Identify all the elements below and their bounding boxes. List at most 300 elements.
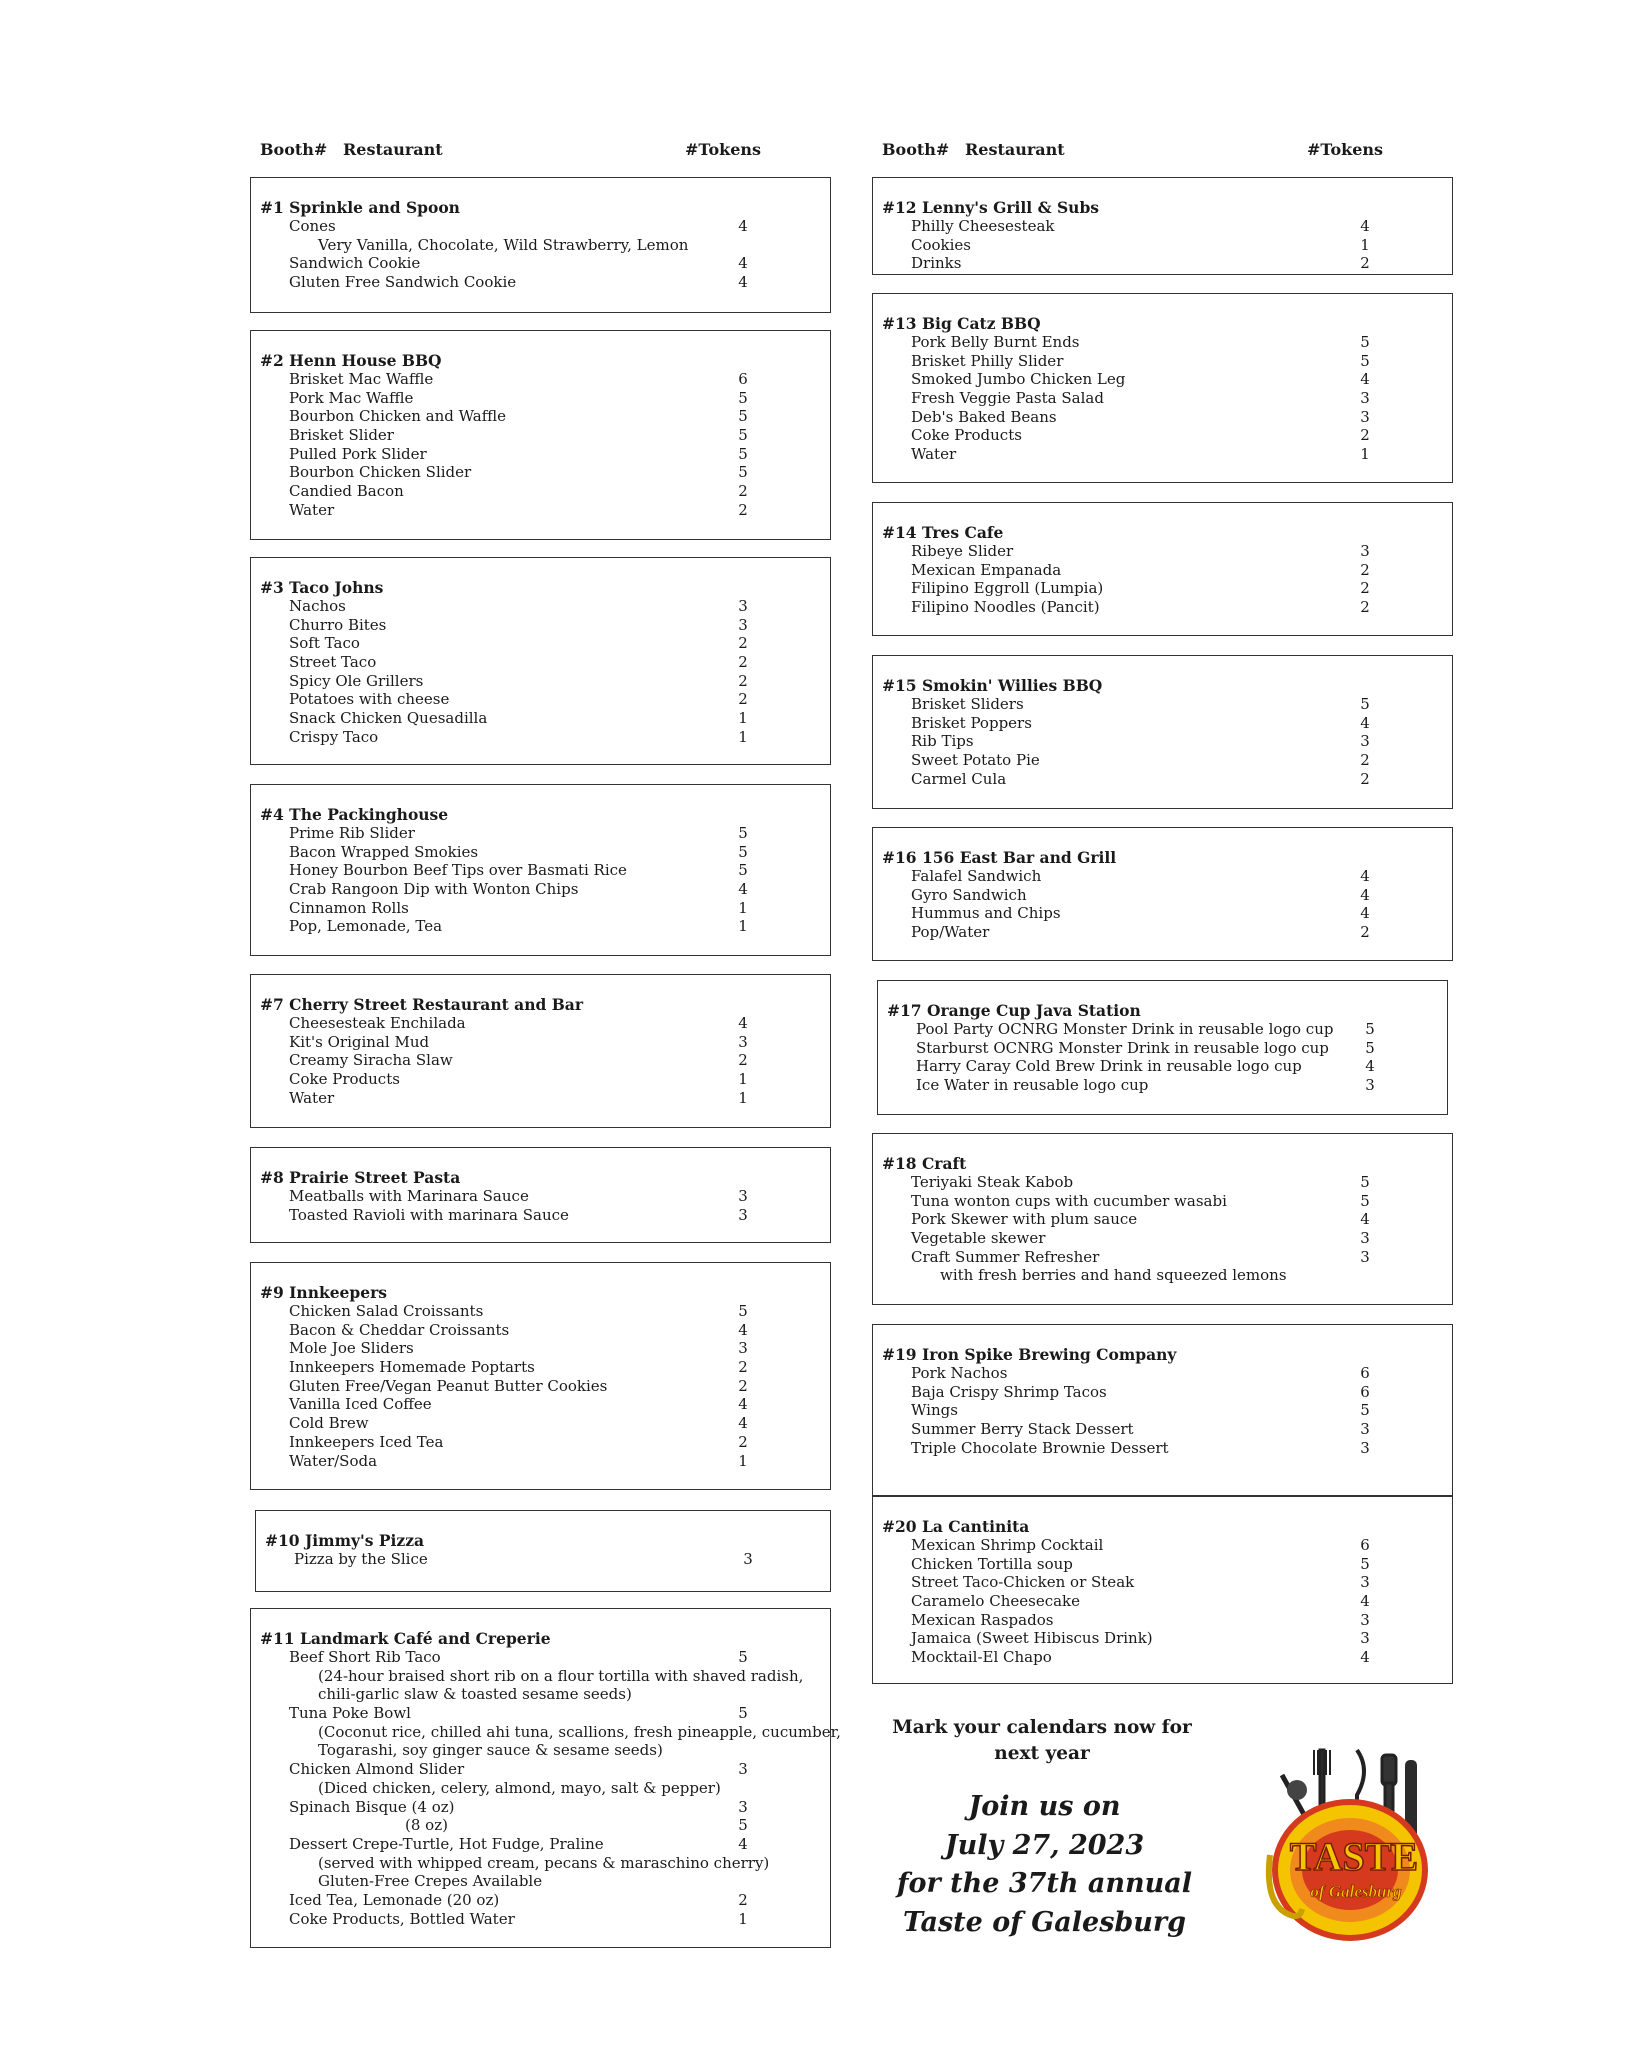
menu-item-name: Pizza by the Slice xyxy=(294,1550,428,1568)
menu-item xyxy=(882,1173,1442,1192)
menu-item-name: Coke Products, Bottled Water xyxy=(289,1909,515,1928)
menu-item xyxy=(260,1302,820,1321)
menu-item-tokens: 6 xyxy=(1360,1364,1370,1382)
menu-item-name: Brisket Slider xyxy=(289,426,394,445)
menu-item-tokens: 6 xyxy=(1360,1382,1370,1401)
menu-item xyxy=(260,1798,820,1817)
menu-item-tokens: 5 xyxy=(738,842,748,861)
menu-item-name: Craft Summer Refresher xyxy=(911,1247,1100,1266)
logo-word-taste: TASTE xyxy=(1289,1834,1419,1879)
menu-item-name: Gluten-Free Crepes Available xyxy=(318,1872,543,1891)
join-us-text xyxy=(872,1788,1217,1942)
menu-item-tokens: 5 xyxy=(738,1704,748,1723)
menu-item-name: (8 oz) xyxy=(405,1816,448,1835)
menu-item-name: Chicken Almond Slider xyxy=(289,1760,465,1779)
menu-item xyxy=(260,1722,841,1742)
menu-item-tokens: 2 xyxy=(738,500,748,519)
menu-item-name: Bacon Wrapped Smokies xyxy=(289,842,479,861)
menu-item-name: Mole Joe Sliders xyxy=(289,1339,414,1358)
menu-item-name: Pork Belly Burnt Ends xyxy=(911,333,1080,351)
logo-word-galesburg: of Galesburg xyxy=(1310,1882,1402,1901)
menu-item-name: Soft Taco xyxy=(289,634,360,653)
menu-item xyxy=(260,824,820,843)
menu-item-name: Pork Nachos xyxy=(911,1364,1008,1382)
menu-item-name: Hummus and Chips xyxy=(911,904,1061,923)
menu-item-tokens: 4 xyxy=(738,1320,748,1339)
menu-item xyxy=(265,1550,820,1569)
menu-item xyxy=(260,1089,820,1108)
booth-title: #18 Craft xyxy=(882,1154,967,1173)
menu-item-name: Spicy Ole Grillers xyxy=(289,671,424,690)
menu-item xyxy=(887,1020,1437,1039)
menu-item-name: Jamaica (Sweet Hibiscus Drink) xyxy=(911,1629,1153,1648)
menu-item-tokens: 5 xyxy=(738,861,748,880)
menu-item-name: Brisket Philly Slider xyxy=(911,351,1064,370)
taste-of-galesburg-logo xyxy=(1262,1745,1437,1965)
menu-item-name: Cold Brew xyxy=(289,1414,369,1433)
header-restaurant: Restaurant xyxy=(965,140,1065,159)
menu-item-tokens: 4 xyxy=(1360,217,1370,235)
booth-card xyxy=(872,827,1453,961)
menu-item-tokens: 3 xyxy=(738,597,748,615)
menu-item-tokens: 4 xyxy=(1360,713,1370,732)
menu-item-name: Brisket Mac Waffle xyxy=(289,370,434,388)
menu-item-name: Drinks xyxy=(911,254,962,273)
menu-item-name: Baja Crispy Shrimp Tacos xyxy=(911,1382,1107,1401)
menu-item-name: Carmel Cula xyxy=(911,769,1007,788)
menu-item-name: Falafel Sandwich xyxy=(911,867,1042,885)
menu-item-tokens: 1 xyxy=(738,1070,748,1089)
menu-item xyxy=(882,1266,1442,1285)
menu-item-name: Brisket Poppers xyxy=(911,713,1032,732)
menu-item-name: (24-hour braised short rib on a flour tortilla with shaved radish, xyxy=(318,1666,804,1685)
menu-item xyxy=(882,1383,1442,1402)
menu-item xyxy=(260,463,820,482)
booth-card xyxy=(250,1147,831,1243)
booth-card xyxy=(250,974,831,1128)
menu-item-tokens: 2 xyxy=(738,653,748,672)
menu-item xyxy=(882,561,1442,580)
booth-card xyxy=(250,1608,841,1948)
menu-item-tokens: 5 xyxy=(1365,1020,1375,1038)
booth-card xyxy=(872,1133,1453,1305)
menu-item xyxy=(882,1229,1442,1248)
booth-card xyxy=(255,1510,831,1592)
menu-item xyxy=(260,1835,820,1854)
menu-item-name: Sandwich Cookie xyxy=(289,254,421,273)
column-header xyxy=(260,140,825,162)
booth-card xyxy=(250,177,831,313)
menu-item-tokens: 2 xyxy=(1360,560,1370,579)
menu-item xyxy=(260,899,820,918)
menu-item-name: Iced Tea, Lemonade (20 oz) xyxy=(289,1890,500,1909)
menu-item xyxy=(260,1704,820,1723)
menu-item-name: Nachos xyxy=(289,597,346,615)
menu-item-name: Innkeepers Homemade Poptarts xyxy=(289,1358,535,1377)
menu-item-tokens: 3 xyxy=(1360,1229,1370,1248)
menu-item-name: Fresh Veggie Pasta Salad xyxy=(911,389,1104,408)
booth-card xyxy=(877,980,1448,1115)
booth-title: #1 Sprinkle and Spoon xyxy=(260,198,460,217)
menu-item xyxy=(882,1439,1442,1458)
menu-item xyxy=(882,1364,1442,1383)
menu-item xyxy=(882,1420,1442,1439)
menu-item xyxy=(887,1039,1437,1058)
menu-item-tokens: 3 xyxy=(1360,1438,1370,1457)
menu-item xyxy=(260,1321,820,1340)
menu-item xyxy=(260,634,820,653)
menu-item-tokens: 3 xyxy=(1360,1610,1370,1629)
menu-item xyxy=(260,389,820,408)
menu-item-name: Street Taco-Chicken or Steak xyxy=(911,1573,1135,1592)
menu-item-name: Filipino Noodles (Pancit) xyxy=(911,598,1100,617)
booth-card xyxy=(250,784,831,956)
menu-item xyxy=(882,923,1442,942)
menu-item-tokens: 2 xyxy=(1360,426,1370,445)
menu-item xyxy=(882,579,1442,598)
menu-item-tokens: 3 xyxy=(738,1797,748,1816)
menu-item-tokens: 1 xyxy=(738,898,748,917)
menu-item xyxy=(882,751,1442,770)
menu-item-tokens: 2 xyxy=(1360,598,1370,617)
menu-item xyxy=(882,695,1442,714)
menu-item-name: Gluten Free/Vegan Peanut Butter Cookies xyxy=(289,1376,608,1395)
booth-card xyxy=(250,330,831,540)
booth-title: #3 Taco Johns xyxy=(260,578,384,597)
menu-item xyxy=(260,880,820,899)
menu-item-name: Kit's Original Mud xyxy=(289,1032,430,1051)
booth-title: #17 Orange Cup Java Station xyxy=(887,1001,1141,1020)
menu-item-tokens: 4 xyxy=(738,1834,748,1853)
menu-item-tokens: 1 xyxy=(738,1451,748,1470)
menu-item-tokens: 5 xyxy=(1360,1554,1370,1573)
menu-item-tokens: 4 xyxy=(1360,1592,1370,1611)
menu-item-tokens: 2 xyxy=(1360,254,1370,273)
menu-item-tokens: 5 xyxy=(1360,333,1370,351)
menu-item xyxy=(260,1667,820,1686)
menu-item-tokens: 4 xyxy=(1360,1210,1370,1229)
menu-item-name: Pork Mac Waffle xyxy=(289,388,414,407)
menu-item xyxy=(260,728,820,747)
menu-item xyxy=(260,1433,820,1452)
menu-item xyxy=(882,1401,1442,1420)
menu-item-name: Spinach Bisque (4 oz) xyxy=(289,1797,455,1816)
booth-card xyxy=(872,502,1453,636)
menu-item xyxy=(882,370,1442,389)
menu-item-name: Pork Skewer with plum sauce xyxy=(911,1210,1138,1229)
menu-item-tokens: 5 xyxy=(738,1302,748,1320)
menu-item-name: Smoked Jumbo Chicken Leg xyxy=(911,370,1126,389)
menu-item-name: Deb's Baked Beans xyxy=(911,407,1057,426)
menu-item xyxy=(882,867,1442,886)
menu-item-name: Candied Bacon xyxy=(289,482,404,501)
booth-card xyxy=(872,293,1453,483)
menu-item-name: Cones xyxy=(289,217,336,235)
menu-item-name: Vanilla Iced Coffee xyxy=(289,1395,432,1414)
menu-item-name: Pop, Lemonade, Tea xyxy=(289,917,443,936)
menu-item xyxy=(882,217,1442,236)
mark-line-2: next year xyxy=(994,1743,1090,1764)
menu-item-name: Dessert Crepe-Turtle, Hot Fudge, Praline xyxy=(289,1834,604,1853)
menu-item xyxy=(882,1573,1442,1592)
menu-item xyxy=(882,1536,1442,1555)
menu-item xyxy=(882,445,1442,464)
menu-item xyxy=(260,426,820,445)
menu-item-name: (Coconut rice, chilled ahi tuna, scallions, fresh pineapple, cucumber, xyxy=(318,1722,841,1741)
menu-item-tokens: 5 xyxy=(738,388,748,407)
menu-item-tokens: 3 xyxy=(738,1187,748,1205)
menu-item-name: Harry Caray Cold Brew Drink in reusable logo cup xyxy=(916,1057,1302,1076)
menu-item-tokens: 3 xyxy=(1360,1573,1370,1592)
menu-item-tokens: 4 xyxy=(738,273,748,292)
menu-item xyxy=(260,482,820,501)
menu-item-tokens: 1 xyxy=(1360,445,1370,464)
menu-item-tokens: 5 xyxy=(1360,695,1370,713)
menu-item xyxy=(260,236,820,255)
menu-item-tokens: 5 xyxy=(738,1648,748,1666)
menu-item xyxy=(260,1339,820,1358)
menu-item xyxy=(882,886,1442,905)
menu-item-name: Sweet Potato Pie xyxy=(911,751,1040,770)
menu-item-tokens: 3 xyxy=(1360,732,1370,751)
menu-item-name: Churro Bites xyxy=(289,615,387,634)
menu-item-tokens: 5 xyxy=(1360,1173,1370,1191)
booth-title: #11 Landmark Café and Creperie xyxy=(260,1629,551,1648)
menu-item-tokens: 2 xyxy=(1360,751,1370,770)
menu-item xyxy=(882,408,1442,427)
menu-item-name: Starburst OCNRG Monster Drink in reusable logo cup xyxy=(916,1038,1329,1057)
menu-item-tokens: 1 xyxy=(738,917,748,936)
menu-item xyxy=(260,1358,820,1377)
join-line-4: Taste of Galesburg xyxy=(902,1906,1187,1938)
booth-title: #12 Lenny's Grill & Subs xyxy=(882,198,1100,217)
menu-item xyxy=(260,1187,820,1206)
menu-item xyxy=(260,843,820,862)
menu-item-tokens: 4 xyxy=(1360,904,1370,923)
menu-item xyxy=(260,273,820,292)
menu-item-tokens: 3 xyxy=(738,615,748,634)
booth-card xyxy=(872,1496,1453,1684)
menu-item xyxy=(260,1014,820,1033)
menu-item-name: Water xyxy=(289,1088,335,1107)
menu-item-name: Ribeye Slider xyxy=(911,542,1014,560)
menu-item-name: Brisket Sliders xyxy=(911,695,1024,713)
booth-title: #9 Innkeepers xyxy=(260,1283,388,1302)
menu-item xyxy=(882,714,1442,733)
menu-item-name: Summer Berry Stack Dessert xyxy=(911,1420,1134,1439)
menu-item xyxy=(882,1210,1442,1229)
menu-item-name: (Diced chicken, celery, almond, mayo, salt & pepper) xyxy=(318,1778,721,1797)
menu-item-name: (served with whipped cream, pecans & maraschino cherry) xyxy=(318,1853,770,1872)
menu-item-name: Potatoes with cheese xyxy=(289,690,450,709)
menu-item-name: Street Taco xyxy=(289,653,377,672)
menu-item-tokens: 2 xyxy=(738,634,748,653)
menu-item-name: chili-garlic slaw & toasted sesame seeds) xyxy=(318,1685,632,1704)
header-restaurant: Restaurant xyxy=(343,140,443,159)
menu-item-tokens: 5 xyxy=(1360,351,1370,370)
menu-item-name: Chicken Salad Croissants xyxy=(289,1302,484,1320)
save-the-date-text xyxy=(892,1715,1192,1767)
menu-item-name: Tuna Poke Bowl xyxy=(289,1704,411,1723)
menu-item-name: Cookies xyxy=(911,235,971,254)
menu-item xyxy=(260,407,820,426)
menu-item xyxy=(260,653,820,672)
menu-item-name: Meatballs with Marinara Sauce xyxy=(289,1187,529,1205)
menu-item-name: with fresh berries and hand squeezed lemons xyxy=(940,1266,1287,1285)
menu-item-tokens: 4 xyxy=(1360,867,1370,885)
booth-card xyxy=(872,177,1453,275)
menu-item-tokens: 2 xyxy=(1360,579,1370,598)
menu-item-tokens: 2 xyxy=(738,671,748,690)
menu-item-tokens: 2 xyxy=(1360,769,1370,788)
menu-item xyxy=(260,1648,820,1667)
booth-title: #20 La Cantinita xyxy=(882,1517,1030,1536)
menu-item-tokens: 4 xyxy=(738,1414,748,1433)
menu-item xyxy=(882,254,1442,273)
menu-item-tokens: 4 xyxy=(738,1014,748,1032)
menu-item xyxy=(260,1206,820,1225)
booth-title: #19 Iron Spike Brewing Company xyxy=(882,1345,1177,1364)
pan-icon xyxy=(1287,1780,1307,1800)
menu-item-tokens: 2 xyxy=(1360,923,1370,942)
menu-item xyxy=(260,1910,820,1929)
booth-card xyxy=(250,557,831,765)
booth-title: #8 Prairie Street Pasta xyxy=(260,1168,461,1187)
menu-item xyxy=(260,1452,820,1471)
menu-item xyxy=(260,1377,820,1396)
menu-item xyxy=(260,1414,820,1433)
menu-item-name: Chicken Tortilla soup xyxy=(911,1554,1073,1573)
menu-item xyxy=(260,1741,820,1760)
menu-item xyxy=(882,333,1442,352)
menu-item-tokens: 2 xyxy=(738,1051,748,1070)
menu-item-tokens: 4 xyxy=(738,254,748,273)
menu-item xyxy=(260,1854,820,1873)
menu-item-tokens: 3 xyxy=(1360,1420,1370,1439)
menu-item-name: Bourbon Chicken and Waffle xyxy=(289,407,507,426)
menu-item-name: Crispy Taco xyxy=(289,727,379,746)
menu-item-name: Philly Cheesesteak xyxy=(911,217,1055,235)
menu-item-name: Tuna wonton cups with cucumber wasabi xyxy=(911,1191,1227,1210)
join-line-3: for the 37th annual xyxy=(896,1868,1193,1899)
menu-item xyxy=(882,1648,1442,1667)
menu-item-tokens: 5 xyxy=(1360,1401,1370,1420)
menu-item xyxy=(882,542,1442,561)
menu-item-tokens: 2 xyxy=(738,1376,748,1395)
menu-item-tokens: 3 xyxy=(1360,1629,1370,1648)
menu-item xyxy=(260,254,820,273)
menu-item-tokens: 3 xyxy=(1360,1247,1370,1266)
menu-item-tokens: 2 xyxy=(738,482,748,501)
menu-item xyxy=(260,1760,820,1779)
menu-item xyxy=(887,1076,1437,1095)
menu-item-tokens: 5 xyxy=(1360,1191,1370,1210)
menu-item-tokens: 5 xyxy=(738,407,748,426)
menu-item-name: Beef Short Rib Taco xyxy=(289,1648,441,1666)
promo-section xyxy=(872,1705,1457,2005)
menu-item-tokens: 1 xyxy=(1360,235,1370,254)
menu-item-name: Mocktail-El Chapo xyxy=(911,1648,1052,1667)
menu-item-name: Innkeepers Iced Tea xyxy=(289,1432,444,1451)
menu-item xyxy=(260,672,820,691)
menu-item-tokens: 3 xyxy=(743,1550,753,1568)
menu-item-tokens: 4 xyxy=(738,880,748,899)
menu-item-tokens: 5 xyxy=(738,824,748,842)
header-booth: Booth# xyxy=(260,140,328,159)
menu-item-tokens: 1 xyxy=(738,709,748,728)
booth-title: #4 The Packinghouse xyxy=(260,805,449,824)
column-header xyxy=(882,140,1447,162)
menu-item-tokens: 5 xyxy=(738,426,748,445)
menu-item-name: Water xyxy=(289,500,335,519)
menu-item xyxy=(882,1629,1442,1648)
menu-item xyxy=(260,1685,820,1704)
menu-item xyxy=(260,1395,820,1414)
booth-title: #10 Jimmy's Pizza xyxy=(265,1531,425,1550)
booth-card xyxy=(872,1324,1453,1496)
menu-item-tokens: 3 xyxy=(738,1205,748,1224)
menu-item xyxy=(260,1872,820,1891)
menu-item-tokens: 4 xyxy=(738,1395,748,1414)
menu-item-name: Cheesesteak Enchilada xyxy=(289,1014,466,1032)
booth-title: #14 Tres Cafe xyxy=(882,523,1004,542)
menu-item-tokens: 5 xyxy=(738,444,748,463)
menu-item-tokens: 2 xyxy=(738,690,748,709)
booth-title: #2 Henn House BBQ xyxy=(260,351,442,370)
menu-item-tokens: 6 xyxy=(1360,1536,1370,1554)
menu-item-name: Mexican Shrimp Cocktail xyxy=(911,1536,1104,1554)
menu-item-tokens: 1 xyxy=(738,1088,748,1107)
menu-item-name: Bacon & Cheddar Croissants xyxy=(289,1320,510,1339)
booth-title: #7 Cherry Street Restaurant and Bar xyxy=(260,995,584,1014)
menu-item-tokens: 3 xyxy=(1365,1076,1375,1095)
menu-item-name: Teriyaki Steak Kabob xyxy=(911,1173,1074,1191)
booth-card xyxy=(250,1262,831,1490)
menu-item-name: Bourbon Chicken Slider xyxy=(289,463,472,482)
booth-title: #16 156 East Bar and Grill xyxy=(882,848,1117,867)
menu-item xyxy=(260,1070,820,1089)
menu-item-name: Pop/Water xyxy=(911,923,990,942)
join-line-2: July 27, 2023 xyxy=(944,1829,1145,1861)
menu-item xyxy=(260,861,820,880)
menu-item-tokens: 2 xyxy=(738,1432,748,1451)
menu-item xyxy=(882,352,1442,371)
menu-item-name: Coke Products xyxy=(289,1070,400,1089)
menu-item xyxy=(260,1816,820,1835)
menu-item-tokens: 3 xyxy=(738,1032,748,1051)
menu-item-tokens: 5 xyxy=(1365,1038,1375,1057)
menu-item-name: Coke Products xyxy=(911,426,1022,445)
menu-item-tokens: 5 xyxy=(738,463,748,482)
menu-item-name: Honey Bourbon Beef Tips over Basmati Rice xyxy=(289,861,627,880)
menu-item-name: Mexican Empanada xyxy=(911,560,1062,579)
menu-item xyxy=(260,1779,820,1798)
menu-item-name: Ice Water in reusable logo cup xyxy=(916,1076,1149,1095)
menu-item xyxy=(882,904,1442,923)
menu-item-tokens: 4 xyxy=(1360,1648,1370,1667)
menu-item-name: Rib Tips xyxy=(911,732,974,751)
menu-item xyxy=(260,1033,820,1052)
menu-item xyxy=(260,217,820,236)
menu-item-name: Crab Rangoon Dip with Wonton Chips xyxy=(289,880,579,899)
menu-item-tokens: 3 xyxy=(738,1760,748,1779)
header-booth: Booth# xyxy=(882,140,950,159)
menu-item-name: Vegetable skewer xyxy=(911,1229,1046,1248)
menu-item-name: Pool Party OCNRG Monster Drink in reusable logo cup xyxy=(916,1020,1334,1038)
menu-item-name: Snack Chicken Quesadilla xyxy=(289,709,488,728)
menu-item xyxy=(260,445,820,464)
menu-item xyxy=(887,1057,1437,1076)
